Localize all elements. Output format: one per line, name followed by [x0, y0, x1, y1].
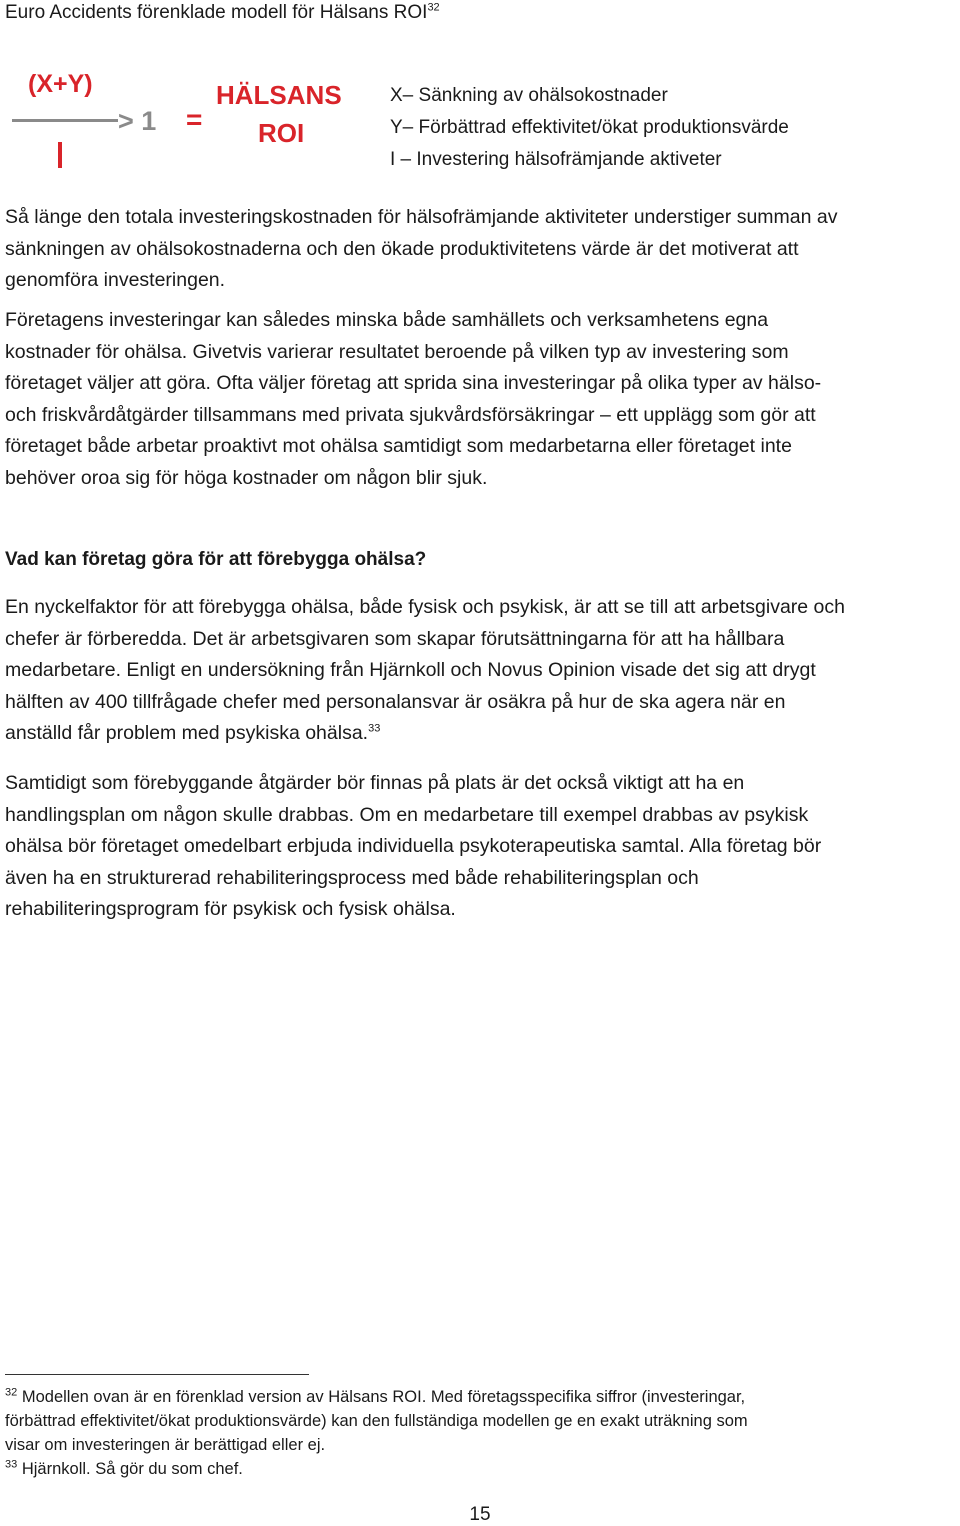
footnote-33-text: Hjärnkoll. Så gör du som chef.: [21, 1460, 243, 1478]
paragraph-3: [5, 592, 960, 750]
text-line: handlingsplan om någon skulle drabbas. Om en medarbetare till exempel drabbas av psykisk: [5, 803, 809, 826]
formula-result-line1: HÄLSANS: [216, 80, 342, 110]
footnote-ref-32: 32: [427, 1, 440, 14]
text-line: företaget väljer att göra. Ofta väljer företag att sprida sina investeringar på olika typer av hälso-: [5, 372, 822, 394]
footnote-32-number: 32: [5, 1386, 18, 1399]
text-line: sänkningen av ohälsokostnaderna och den ökade produktivitetens värde är det motiverat att: [5, 237, 799, 260]
page-number: 15: [469, 1504, 491, 1525]
footnote-33-number: 33: [5, 1458, 18, 1471]
paragraph-1: [5, 202, 960, 297]
footnote-32-line: visar om investeringen är berättigad eller ej.: [5, 1436, 326, 1454]
section-heading: Vad kan företag göra för att förebygga ohälsa?: [5, 549, 427, 570]
formula-legend: [390, 80, 789, 176]
page-title-text: Euro Accidents förenklade modell för Hälsans ROI: [5, 2, 428, 23]
footnotes: [5, 1385, 960, 1481]
legend-item-i: I – Investering hälsofrämjande aktiveter: [390, 149, 722, 170]
footnote-ref-33: 33: [368, 722, 381, 735]
text-line: ohälsa bör företaget omedelbart erbjuda individuella psykoterapeutiska samtal. Alla företag bör: [5, 835, 822, 857]
text-line: En nyckelfaktor för att förebygga ohälsa, både fysisk och psykisk, är att se till att arbetsgivare och: [5, 596, 845, 618]
formula-equals: =: [186, 104, 203, 135]
paragraph-2: [5, 305, 960, 494]
formula-comparison: > 1: [118, 106, 157, 136]
text-line: hälften av 400 tillfrågade chefer med personalansvar är osäkra på hur de ska agera när en: [5, 690, 786, 713]
footnote-32-text: Modellen ovan är en förenklad version av Hälsans ROI. Med företagsspecifika siffror (investeringar,: [21, 1388, 746, 1406]
formula-denominator: [58, 142, 62, 168]
footnote-32-line: förbättrad effektivitet/ökat produktionsvärde) kan den fullständiga modellen ge en exakt uträkning som: [5, 1412, 748, 1430]
paragraph-4: [5, 768, 960, 926]
footnote-32-line: [5, 1385, 960, 1409]
footnote-divider: [5, 1374, 309, 1375]
text-line: genomföra investeringen.: [5, 269, 226, 291]
text-line: rehabiliteringsprogram för psykisk och fysisk ohälsa.: [5, 898, 456, 920]
legend-item-x: X– Sänkning av ohälsokostnader: [390, 85, 668, 106]
text-line: Samtidigt som förebyggande åtgärder bör finnas på plats är det också viktigt att ha en: [5, 772, 745, 794]
text-line: medarbetare. Enligt en undersökning från Hjärnkoll och Novus Opinion visade det sig att drygt: [5, 659, 816, 681]
text-line: även ha en strukturerad rehabiliteringsprocess med både rehabiliteringsplan och: [5, 866, 699, 889]
text-line: kostnader för ohälsa. Givetvis varierar resultatet beroende på vilken typ av investering som: [5, 340, 789, 363]
text-line-end: anställd får problem med psykiska ohälsa.: [5, 722, 369, 744]
text-line: Så länge den totala investeringskostnaden för hälsofrämjande aktiviteter understiger summan av: [5, 206, 838, 228]
text-line: Företagens investeringar kan således minska både samhällets och verksamhetens egna: [5, 309, 769, 331]
text-line: behöver oroa sig för höga kostnader om någon blir sjuk.: [5, 466, 488, 489]
roi-formula: [8, 68, 368, 178]
formula-numerator: (X+Y): [28, 70, 93, 98]
text-line: och friskvårdåtgärder tillsammans med privata sjukvårdsförsäkringar – ett upplägg som gör att: [5, 403, 816, 426]
formula-fraction-line: [12, 119, 118, 122]
text-line: chefer är förberedda. Det är arbetsgivaren som skapar förutsättningarna för att ha hållbara: [5, 627, 785, 650]
text-line: [5, 718, 960, 750]
page-title: [5, 2, 440, 24]
text-line: företaget både arbetar proaktivt mot ohälsa samtidigt som medarbetarna eller företaget inte: [5, 435, 792, 457]
footnote-33-line: [5, 1457, 960, 1481]
formula-result-line2: ROI: [258, 118, 305, 148]
legend-item-y: Y– Förbättrad effektivitet/ökat produktionsvärde: [390, 117, 789, 138]
